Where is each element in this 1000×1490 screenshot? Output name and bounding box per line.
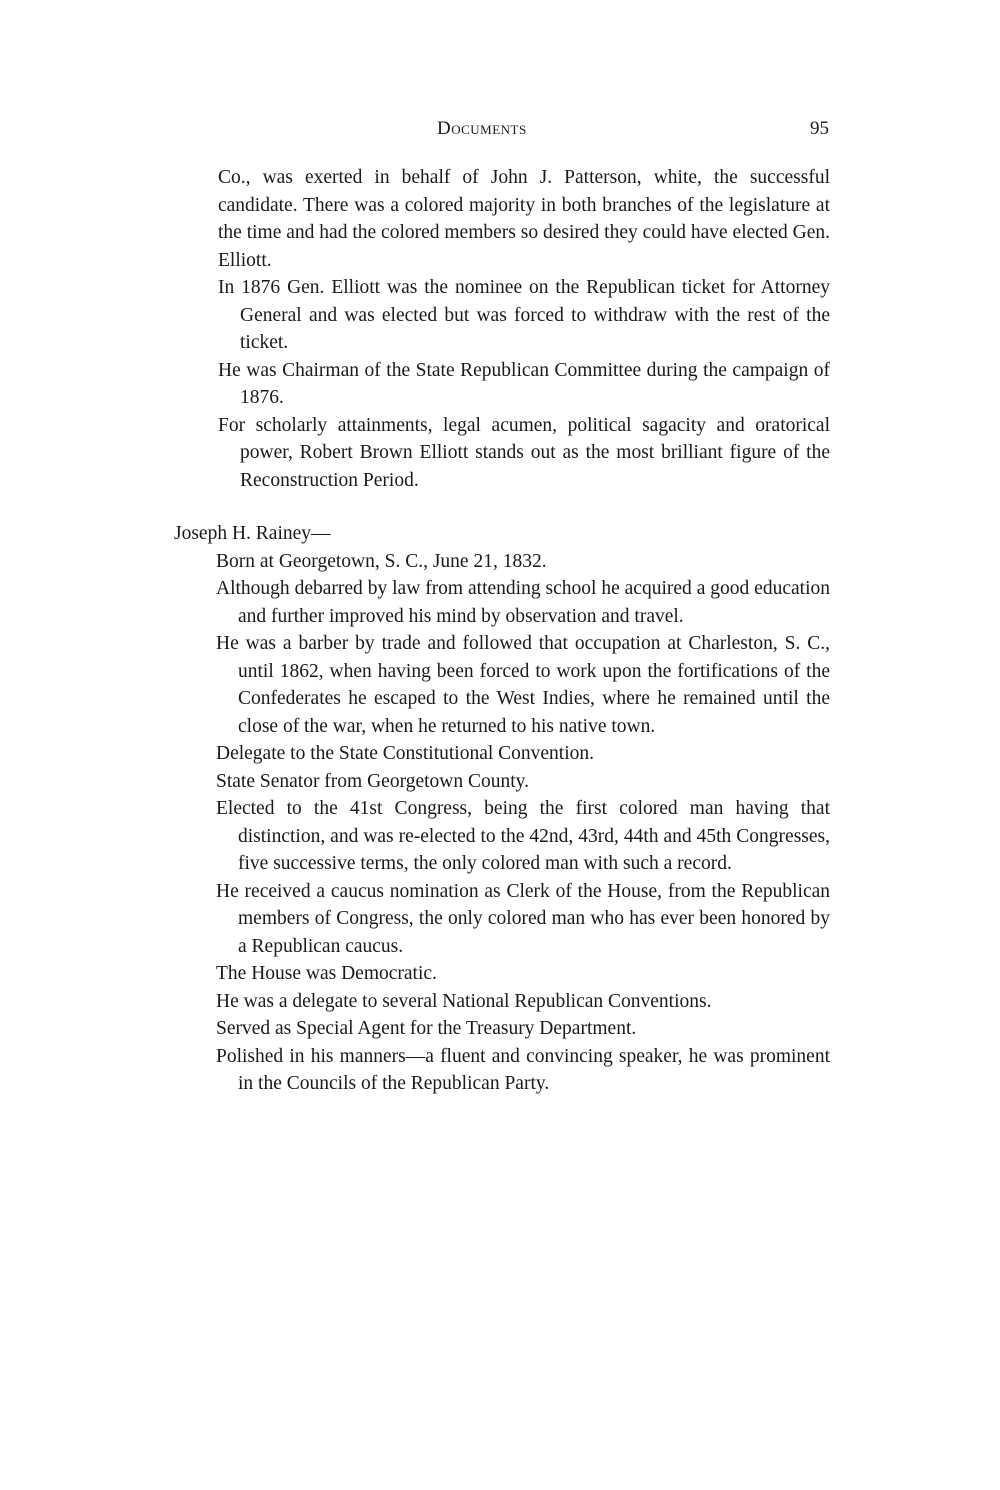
page-number: 95 [810, 118, 829, 139]
running-title: Documents [437, 118, 527, 139]
paragraph: He was a barber by trade and followed that occupation at Charleston, S. C., until 1862, when having been forced to work upon the fortifications of the Confederates he escaped to the West Indies, where he remained until the close of the war, when he returned to his native town. [216, 633, 830, 737]
paragraph: In 1876 Gen. Elliott was the nominee on the Republican ticket for Attorney General and was elected but was forced to withdraw with the rest of the ticket. [218, 277, 830, 353]
paragraph: Elected to the 41st Congress, being the first colored man having that distinction, and was re-elected to the 42nd, 43rd, 44th and 45th Congresses, five successive terms, the only colored man with such a record. [216, 798, 830, 874]
paragraph: He received a caucus nomination as Clerk of the House, from the Republican members of Congress, the only colored man who has ever been honored by a Republican caucus. [216, 880, 830, 957]
elliott-section [218, 164, 830, 494]
paragraph: The House was Democratic. [216, 963, 437, 984]
paragraph: Although debarred by law from attending school he acquired a good education and further improved his mind by observation and travel. [216, 578, 830, 627]
paragraph: Polished in his manners—a fluent and convincing speaker, he was prominent in the Councils of the Republican Party. [216, 1045, 830, 1094]
paragraph: Delegate to the State Constitutional Convention. [216, 743, 595, 764]
paragraph: State Senator from Georgetown County. [216, 770, 530, 792]
paragraph: Served as Special Agent for the Treasury Department. [216, 1018, 637, 1039]
section-heading: Joseph H. Rainey— [174, 523, 331, 544]
paragraph: He was a delegate to several National Republican Conventions. [216, 990, 712, 1012]
continuation-paragraph: Co., was exerted in behalf of John J. Patterson, white, the successful candidate. There was a colored majority in both branches of the legislature at the time and had the colored members so desired they could have elected Gen. Elliott. [218, 167, 830, 271]
rainey-paragraphs [216, 548, 830, 1098]
paragraph: He was Chairman of the State Republican Committee during the campaign of 1876. [218, 359, 830, 408]
running-head [0, 118, 1000, 146]
paragraph: Born at Georgetown, S. C., June 21, 1832. [216, 550, 547, 572]
paragraph: For scholarly attainments, legal acumen, political sagacity and oratorical power, Robert Brown Elliott stands out as the most brilliant figure of the Reconstruction Period. [218, 414, 830, 491]
rainey-section [174, 520, 830, 1098]
